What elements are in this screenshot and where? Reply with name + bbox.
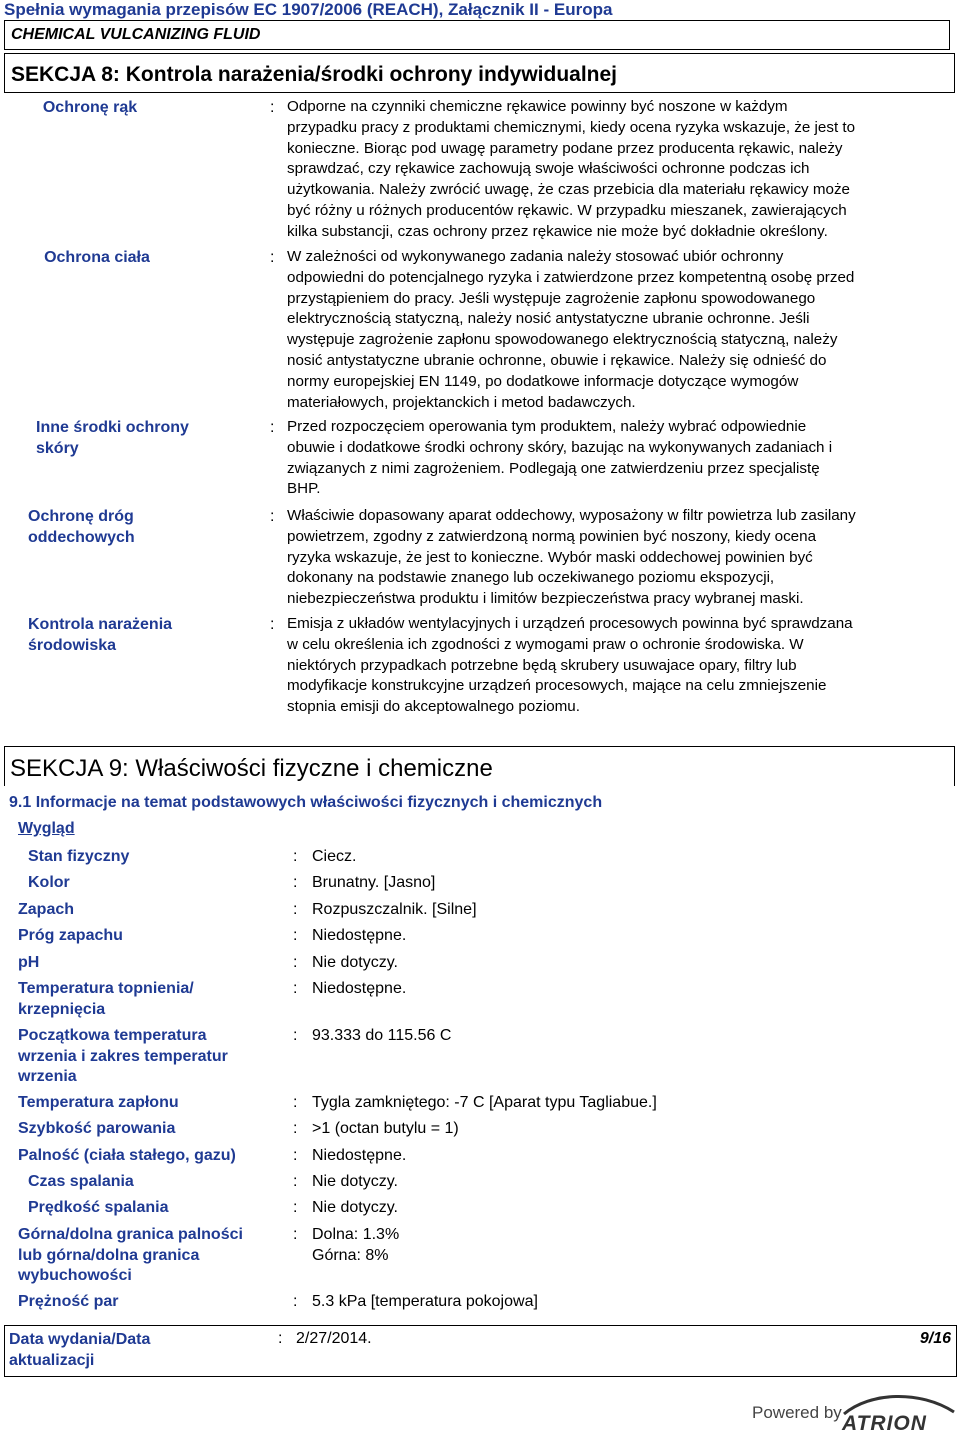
label-line: Ochronę rąk (42, 99, 138, 116)
label-line: pH (18, 954, 40, 971)
subsection-9-1-title: 9.1 Informacje na temat podstawowych właściwości fizycznych i chemicznych (9, 794, 603, 811)
property-label-evaporation-rate (18, 1119, 268, 1140)
label-line: Czas spalania (28, 1173, 134, 1190)
value-line: >1 (octan butylu = 1) (312, 1120, 459, 1137)
property-value-odor (312, 900, 477, 921)
value-line: Nie dotyczy. (312, 1199, 398, 1216)
colon-separator: : (293, 980, 298, 997)
text-line: Przed rozpoczęciem operowania tym produktem, należy wybrać odpowiednie (287, 418, 807, 435)
text-line: W zależności od wykonywanego zadania należy stosować ubiór ochronny (287, 248, 784, 265)
label-line: Palność (ciała stałego, gazu) (18, 1147, 236, 1164)
colon-separator: : (293, 1094, 298, 1111)
section-9-heading-box (4, 746, 955, 786)
issue-date-label (9, 1330, 209, 1371)
text-line: niektórych przypadkach potrzebne będą skrubery usuwajace opary, filtry lub (287, 656, 797, 674)
label-line: krzepnięcia (18, 1000, 106, 1018)
issue-date-value: 2/27/2014. (296, 1330, 372, 1347)
colon-separator: : (270, 419, 275, 436)
value-line: Niedostępne. (312, 1147, 407, 1164)
property-value-odor-threshold (312, 926, 406, 947)
colon-separator: : (270, 616, 275, 633)
colon-separator: : (293, 1226, 298, 1243)
value-line: Górna: 8% (312, 1246, 389, 1264)
value-line: Niedostępne. (312, 927, 407, 944)
atrion-logo (750, 1390, 960, 1438)
text-line: BHP. (287, 480, 321, 498)
text-line: normy europejskiej EN 1149, po dodatkowe informacje dotyczące wymogów (287, 372, 799, 390)
text-line: przypadku pracy z produktami chemicznymi, kiedy ocena ryzyka wskazuje, że jest to (287, 118, 856, 136)
property-value-flammability (312, 1146, 406, 1167)
colon-separator: : (270, 508, 275, 525)
label-line: oddechowych (28, 529, 135, 546)
text-line: przystąpieniem do pracy. Jeśli występuje zagrożenie zapłonu spowodowanego (287, 289, 816, 307)
property-label-flammability (18, 1146, 278, 1167)
hand-protection-text (287, 97, 949, 243)
label-line: wrzenia (18, 1068, 77, 1086)
section-8-title: SEKCJA 8: Kontrola narażenia/środki ochrony indywidualnej (11, 63, 618, 86)
text-line: występuje zagrożenie zapłonu spowodowanego elektrycznością statyczną, należy (287, 331, 838, 349)
text-line: Właściwie dopasowany aparat oddechowy, wyposażony w filtr powietrza lub zasilany (287, 507, 856, 524)
regulation-header: Spełnia wymagania przepisów EC 1907/2006 (REACH), Załącznik II - Europa (4, 0, 613, 19)
colon-separator: : (293, 1173, 298, 1190)
colon-separator: : (293, 954, 298, 971)
label-line: aktualizacji (9, 1351, 95, 1369)
label-line: Prędkość spalania (28, 1199, 169, 1216)
property-label-ph (18, 953, 268, 974)
label-line: Temperatura zapłonu (18, 1094, 179, 1111)
text-line: kilka substancji, czas ochrony przez rękawice nie może być dokładnie określony. (287, 222, 828, 240)
property-value-flash-point (312, 1093, 657, 1114)
atrion-wordmark: ATRION (842, 1412, 927, 1435)
label-line: Data wydania/Data (9, 1331, 151, 1348)
label-line: Górna/dolna granica palności (18, 1226, 243, 1243)
colon-separator: : (293, 1120, 298, 1137)
powered-by-text: Powered by (752, 1403, 842, 1422)
label-line: wybuchowości (18, 1267, 132, 1285)
colon-separator: : (278, 1330, 283, 1347)
text-line: związanych z nimi zagrożeniem. Podlegają one zatwierdzeniu przez specjalistę (287, 459, 820, 477)
property-value-physical-state (312, 847, 356, 868)
skin-protection-label (36, 417, 208, 459)
property-label-burning-rate (28, 1198, 278, 1219)
value-line: Dolna: 1.3% (312, 1226, 400, 1243)
text-line: Emisja z układów wentylacyjnych i urządzeń procesowych powinna być sprawdzana (287, 615, 853, 632)
colon-separator: : (293, 848, 298, 865)
page-number: 9/16 (919, 1330, 951, 1347)
property-value-ph (312, 953, 398, 974)
value-line: Ciecz. (312, 848, 357, 865)
respiratory-protection-text (287, 506, 949, 610)
text-line: materiałowych, projektanckich i metod badawczych. (287, 393, 636, 411)
text-line: użytkowania. Należy zwrócić uwagę, że czas przebicia dla materiału rękawicy może (287, 181, 851, 199)
section-9-title: SEKCJA 9: Właściwości fizyczne i chemiczne (10, 755, 493, 782)
value-line: Niedostępne. (312, 980, 407, 997)
text-line: dokonany na podstawie znanego lub oczekiwanego poziomu ekspozycji, (287, 569, 775, 587)
label-line: wrzenia i zakres temperatur (18, 1047, 228, 1065)
appearance-heading: Wygląd (18, 820, 75, 837)
colon-separator: : (293, 1199, 298, 1216)
property-label-physical-state (28, 847, 278, 868)
label-line: Kontrola narażenia (28, 616, 173, 633)
body-protection-label (38, 247, 156, 268)
label-line: środowiska (28, 637, 117, 654)
text-line: obuwie i dodatkowe środki ochrony skóry, bazując na wykonywanych zadaniach i (287, 438, 833, 456)
colon-separator: : (293, 874, 298, 891)
value-line: Brunatny. [Jasno] (312, 874, 436, 891)
colon-separator: : (293, 1147, 298, 1164)
value-line: Nie dotyczy. (312, 954, 398, 971)
footer-box (4, 1325, 957, 1377)
value-line: Rozpuszczalnik. [Silne] (312, 901, 477, 918)
label-line: Temperatura topnienia/ (18, 980, 194, 997)
property-value-melting-point (312, 979, 406, 1000)
property-label-explosive-limits (18, 1225, 278, 1287)
colon-separator: : (293, 1293, 298, 1310)
text-line: elektrycznością statyczną, należy nosić antystatyczne ubranie ochronne. Jeśli (287, 310, 810, 328)
text-line: powietrzem, zgodny z zatwierdzoną normą powinien być noszony, kiedy ocena (287, 527, 817, 545)
property-label-burning-time (28, 1172, 278, 1193)
respiratory-protection-label (28, 506, 148, 548)
label-line: Szybkość parowania (18, 1120, 176, 1137)
value-line: 5.3 kPa [temperatura pokojowa] (312, 1293, 538, 1310)
colon-separator: : (293, 1027, 298, 1044)
value-line: 93.333 do 115.56 C (312, 1027, 452, 1044)
label-line: Ochronę dróg (28, 508, 134, 525)
value-line: Tygla zamkniętego: -7 C [Aparat typu Tagliabue.] (312, 1094, 657, 1111)
text-line: odpowiedni do potencjalnego ryzyka i zatwierdzone przez kompetentną osobę przed (287, 268, 855, 286)
text-line: w celu określenia ich zgodności z wymogami praw o ochronie środowiska. W (287, 635, 804, 653)
property-value-vapor-pressure (312, 1292, 538, 1313)
property-value-evaporation-rate (312, 1119, 459, 1140)
text-line: Odporne na czynniki chemiczne rękawice powinny być noszone w każdym (287, 98, 788, 115)
label-line: Próg zapachu (18, 927, 123, 944)
section-8-heading-box (4, 53, 955, 93)
colon-separator: : (293, 927, 298, 944)
colon-separator: : (270, 249, 275, 266)
property-label-melting-point (18, 979, 268, 1020)
property-label-odor (18, 900, 268, 921)
text-line: niebezpieczeństwa produktu i limitów bezpieczeństwa pracy wybranej maski. (287, 590, 804, 608)
label-line: Ochrona ciała (44, 249, 150, 266)
hand-protection-label (38, 97, 142, 118)
text-line: stopnia emisji do akceptowalnego poziomu. (287, 698, 580, 716)
property-value-explosive-limits (312, 1225, 399, 1266)
text-line: modyfikacje konstrukcyjne urządzeń procesowych, mające na celu zmniejszenie (287, 677, 827, 695)
label-line: Prężność par (18, 1293, 119, 1310)
body-protection-text (287, 247, 949, 413)
text-line: nosić antystatyczne ubranie ochronne, obuwie i rękawice. Należy się odnieść do (287, 351, 827, 369)
environmental-exposure-text (287, 614, 949, 718)
environmental-exposure-label (28, 614, 188, 656)
product-name-box (4, 20, 950, 50)
property-label-boiling-point (18, 1026, 268, 1088)
text-line: sprawdzać, czy rękawice zachowują swoje właściwości ochronne podczas ich (287, 160, 810, 178)
property-label-vapor-pressure (18, 1292, 268, 1313)
property-label-odor-threshold (18, 926, 268, 947)
text-line: być różny u różnych producentów rękawic. W przypadku mieszanek, zawierających (287, 201, 847, 219)
label-line: Stan fizyczny (28, 848, 130, 865)
colon-separator: : (293, 901, 298, 918)
text-line: konieczne. Biorąc pod uwagę parametry podane przez producenta rękawic, należy (287, 139, 843, 157)
property-value-burning-rate (312, 1198, 398, 1219)
label-line: lub górna/dolna granica (18, 1246, 200, 1264)
property-value-burning-time (312, 1172, 398, 1193)
product-name: CHEMICAL VULCANIZING FLUID (11, 26, 261, 43)
value-line: Nie dotyczy. (312, 1173, 398, 1190)
property-label-flash-point (18, 1093, 268, 1114)
label-line: Kolor (28, 874, 70, 891)
property-value-color (312, 873, 435, 894)
label-line: Zapach (18, 901, 75, 918)
skin-protection-text (287, 417, 949, 500)
label-line: skóry (36, 440, 79, 457)
colon-separator: : (270, 99, 275, 116)
label-line: Inne środki ochrony (36, 419, 189, 436)
label-line: Początkowa temperatura (18, 1027, 207, 1044)
text-line: ryzyka wskazuje, że jest to konieczne. Wybór maski oddechowej powinien być (287, 548, 813, 566)
property-label-color (28, 873, 278, 894)
property-value-boiling-point (312, 1026, 451, 1047)
